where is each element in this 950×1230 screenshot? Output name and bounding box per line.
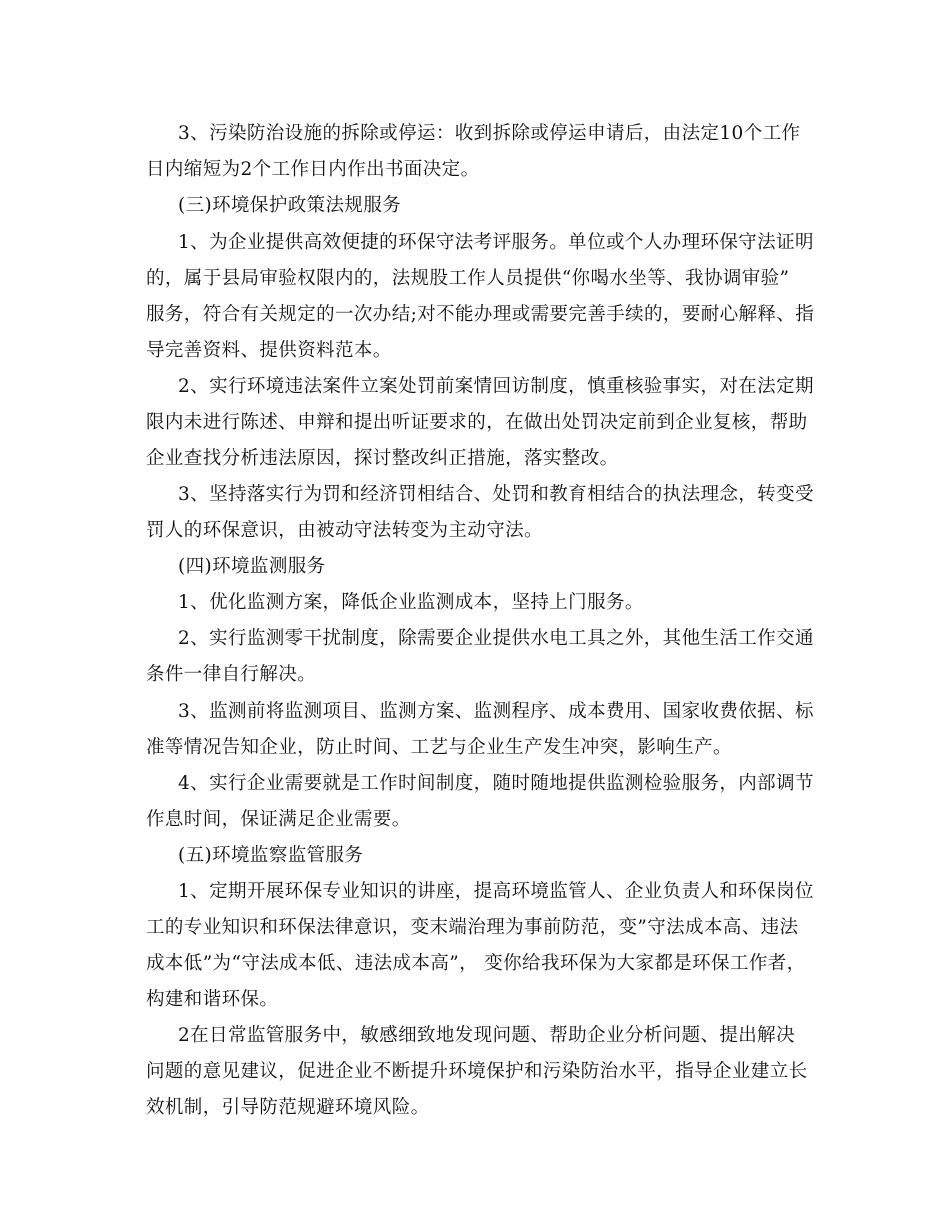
section-heading: (五)环境监察监管服务	[178, 845, 364, 866]
text-line: 3、坚持落实行为罚和经济罚相结合、处罚和教育相结合的执法理念，转变受	[178, 484, 814, 505]
text-line: 成本低”为“守法成本低、违法成本高”， 变你给我环保为大家都是环保工作者，	[146, 953, 806, 974]
text-line: 1、为企业提供高效便捷的环保守法考评服务。单位或个人办理环保守法证明	[178, 232, 814, 253]
text-line: 准等情况告知企业，防止时间、工艺与企业生产发生冲突，影响生产。	[146, 737, 732, 758]
text-line: 作息时间，保证满足企业需要。	[146, 809, 411, 830]
text-line: 效机制，引导防范规避环境风险。	[146, 1097, 430, 1118]
text-line: 的，属于县局审验权限内的，法规股工作人员提供“你喝水坐等、我协调审验”	[146, 268, 790, 289]
section-heading: (三)环境保护政策法规服务	[178, 195, 402, 216]
text-line: 2在日常监管服务中，敏感细致地发现问题、帮助企业分析问题、提出解决	[178, 1025, 795, 1046]
text-line: 3、污染防治设施的拆除或停运：收到拆除或停运申请后，由法定10个工作	[178, 123, 801, 144]
text-line: 罚人的环保意识，由被动守法转变为主动守法。	[146, 520, 543, 541]
text-line: 服务，符合有关规定的一次办结;对不能办理或需要完善手续的，要耐心解释、指	[146, 304, 815, 325]
text-line: 条件一律自行解决。	[146, 664, 317, 685]
section-heading: (四)环境监测服务	[178, 556, 326, 577]
text-line: 2、实行环境违法案件立案处罚前案情回访制度，慎重核验事实，对在法定期	[178, 376, 814, 397]
text-line: 构建和谐环保。	[146, 989, 279, 1010]
text-line: 4、实行企业需要就是工作时间制度，随时随地提供监测检验服务，内部调节	[178, 773, 814, 794]
text-line: 1、定期开展环保专业知识的讲座，提高环境监管人、企业负责人和环保岗位	[178, 881, 814, 902]
text-line: 导完善资料、提供资料范本。	[146, 340, 392, 361]
text-line: 问题的意见建议，促进企业不断提升环境保护和污染防治水平，指导企业建立长	[146, 1061, 808, 1082]
text-line: 工的专业知识和环保法律意识，变末端治理为事前防范，变”守法成本高、违法	[146, 917, 799, 938]
text-line: 3、监测前将监测项目、监测方案、监测程序、成本费用、国家收费依据、标	[178, 701, 814, 722]
text-line: 2、实行监测零干扰制度，除需要企业提供水电工具之外，其他生活工作交通	[178, 628, 814, 649]
text-line: 日内缩短为2个工作日内作出书面决定。	[146, 159, 480, 180]
text-line: 企业查找分析违法原因，探讨整改纠正措施，落实整改。	[146, 448, 619, 469]
text-line: 1、优化监测方案，降低企业监测成本，坚持上门服务。	[178, 592, 644, 613]
text-line: 限内未进行陈述、申辩和提出听证要求的，在做出处罚决定前到企业复核，帮助	[146, 412, 808, 433]
